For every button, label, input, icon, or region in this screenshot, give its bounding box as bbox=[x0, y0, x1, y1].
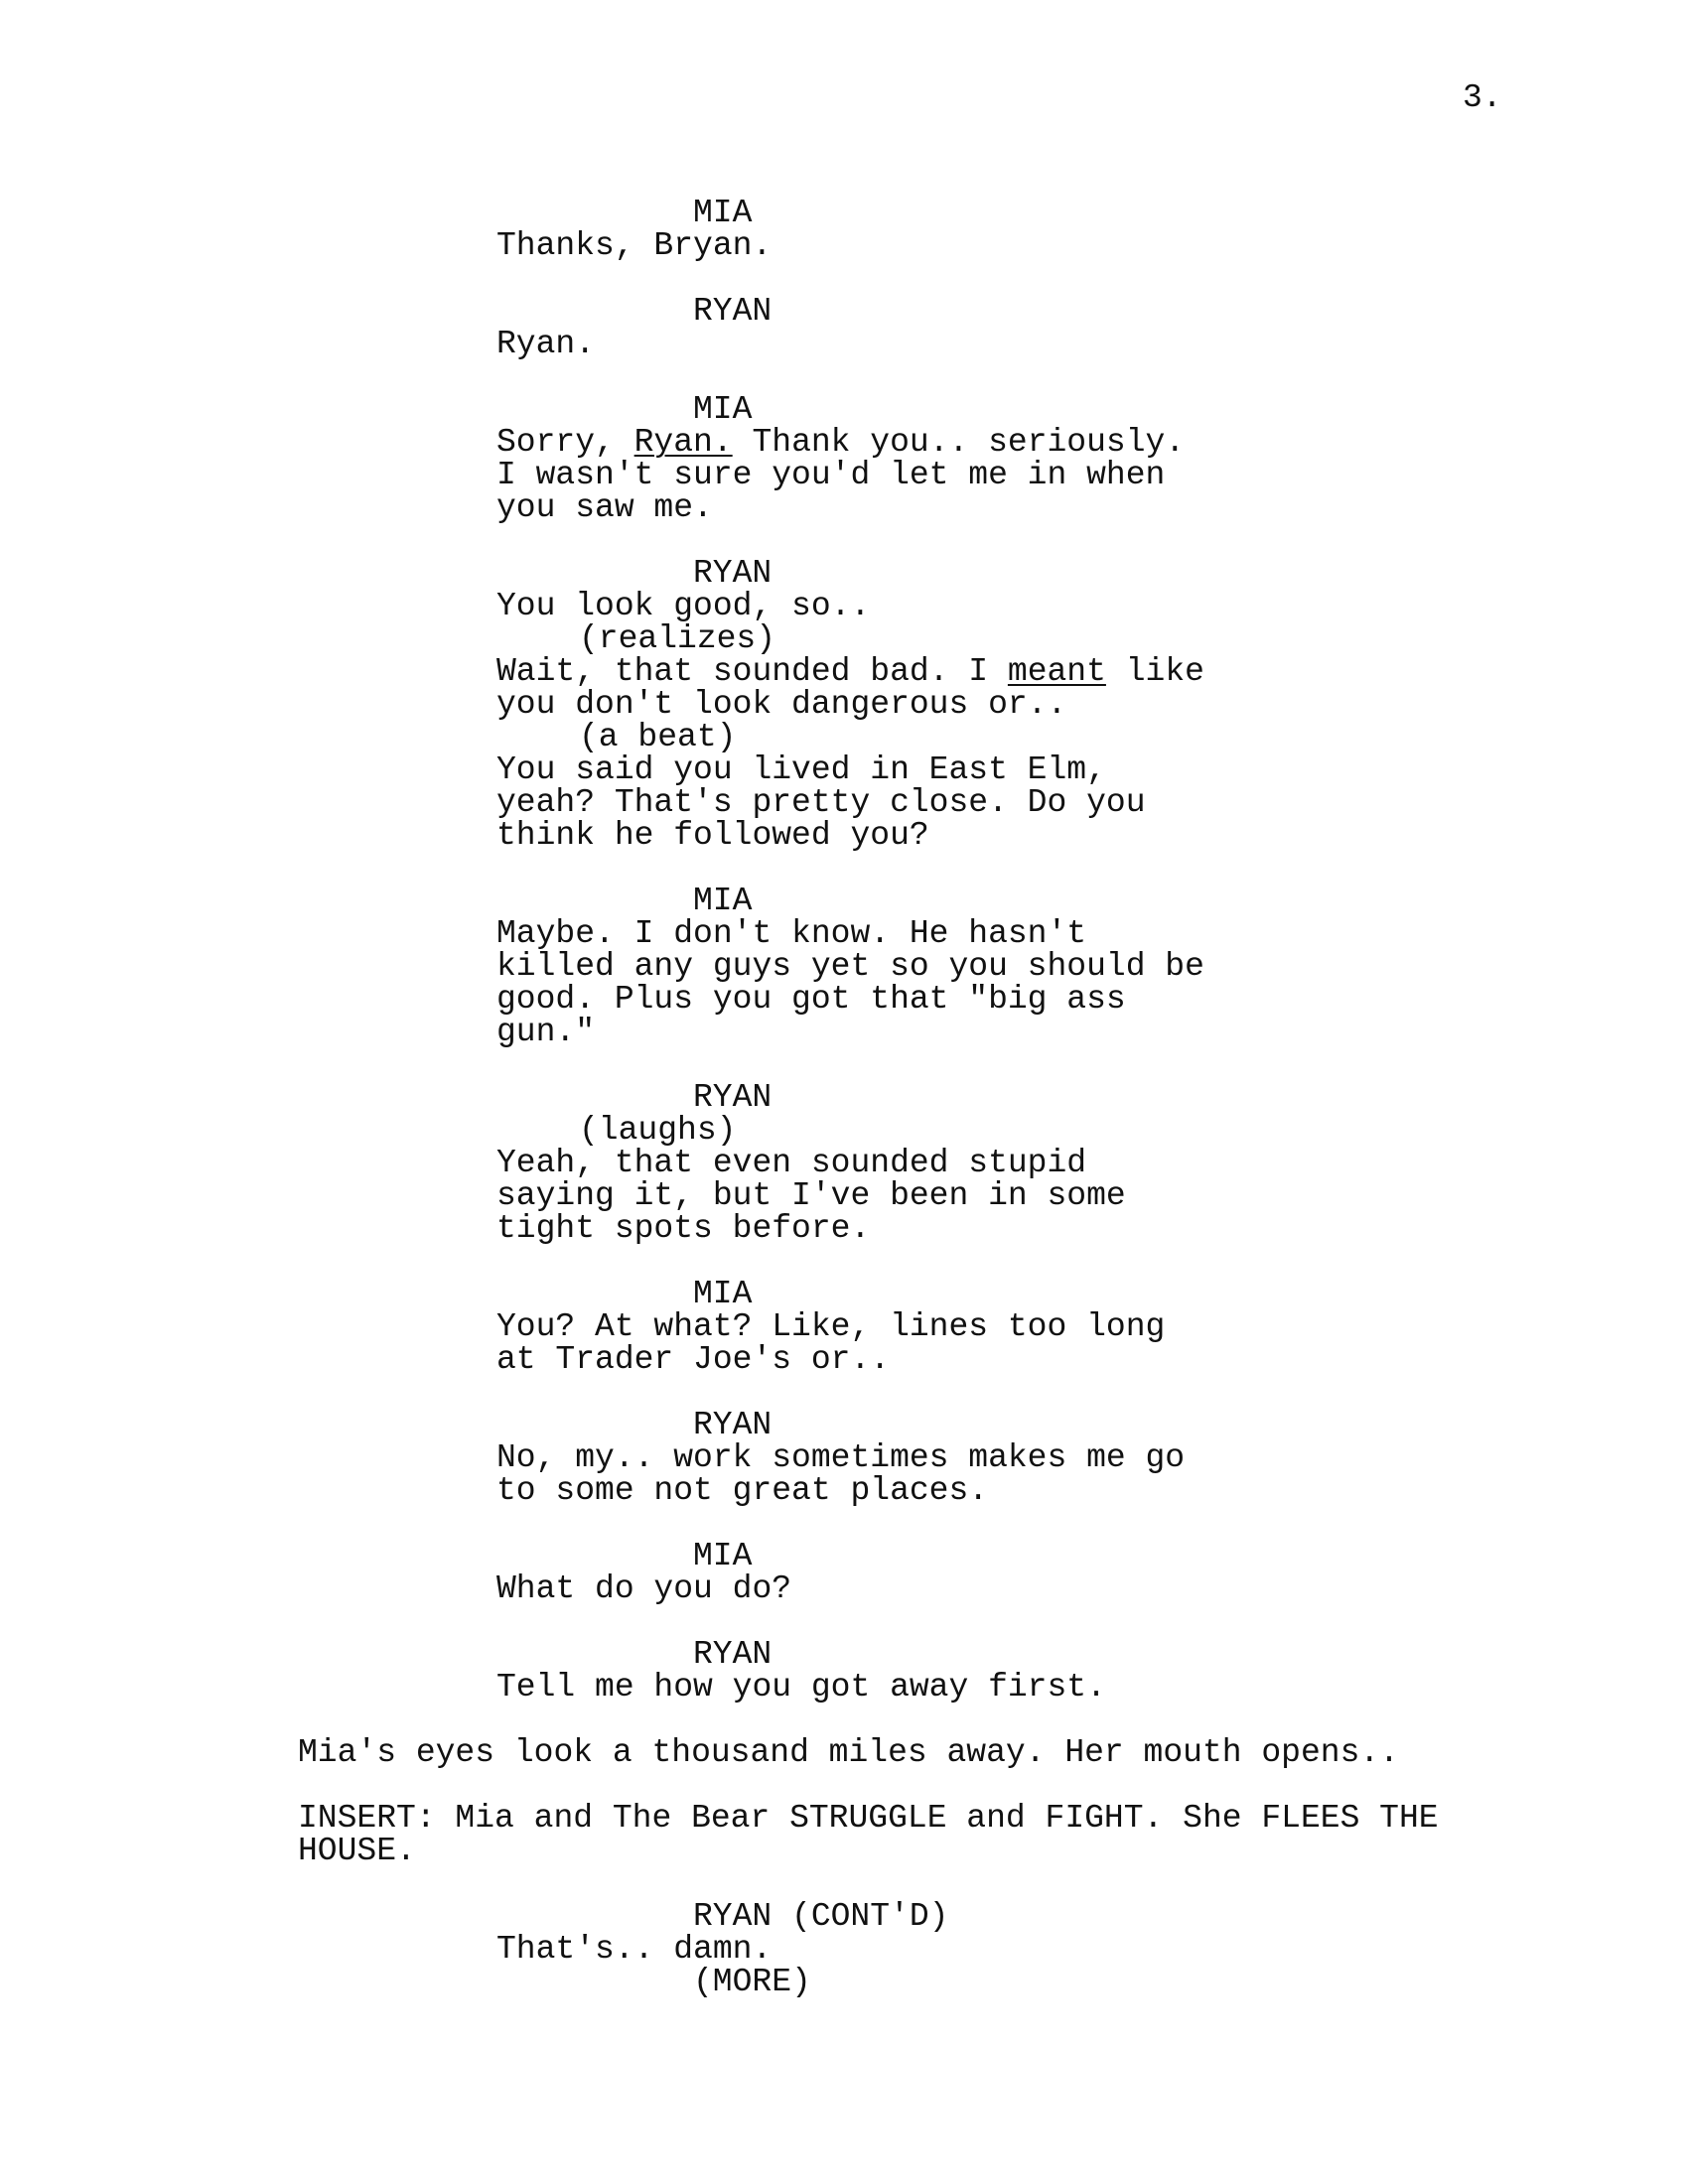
dialogue-line: yeah? That's pretty close. Do you bbox=[496, 784, 1146, 821]
parenthetical: (realizes) bbox=[579, 620, 776, 657]
dialogue-line: You said you lived in East Elm, bbox=[496, 751, 1106, 788]
character-cue: RYAN bbox=[693, 293, 773, 330]
character-cue: MIA bbox=[693, 1538, 753, 1574]
dialogue-line: killed any guys yet so you should be bbox=[496, 948, 1204, 985]
dialogue-line: think he followed you? bbox=[496, 817, 929, 854]
underlined-word: Ryan. bbox=[633, 424, 733, 461]
dialogue-line: Yeah, that even sounded stupid bbox=[496, 1145, 1087, 1181]
character-cue: MIA bbox=[693, 391, 753, 428]
character-cue: RYAN bbox=[693, 1636, 773, 1673]
dialogue-line: at Trader Joe's or.. bbox=[496, 1341, 891, 1378]
more-marker: (MORE) bbox=[693, 1964, 811, 2000]
character-cue: RYAN bbox=[693, 1407, 773, 1443]
action-line: INSERT: Mia and The Bear STRUGGLE and FIGHT. She FLEES THE bbox=[298, 1800, 1439, 1837]
dialogue-text: Thank you.. seriously. bbox=[732, 424, 1186, 461]
dialogue-line: What do you do? bbox=[496, 1570, 792, 1607]
dialogue-text: Sorry, bbox=[496, 424, 634, 461]
dialogue-line: You? At what? Like, lines too long bbox=[496, 1308, 1166, 1345]
dialogue-line: Thanks, Bryan. bbox=[496, 227, 773, 264]
dialogue-line: Ryan. bbox=[496, 326, 596, 362]
dialogue-text: Wait, that sounded bad. I bbox=[496, 653, 1008, 690]
dialogue-line: you saw me. bbox=[496, 489, 713, 526]
action-line: Mia's eyes look a thousand miles away. Her mouth opens.. bbox=[298, 1734, 1399, 1771]
parenthetical: (laughs) bbox=[579, 1112, 737, 1149]
page-number: 3. bbox=[1463, 79, 1502, 116]
dialogue-text: like bbox=[1105, 653, 1204, 690]
dialogue-line bbox=[496, 655, 1204, 688]
action-line: HOUSE. bbox=[298, 1833, 416, 1869]
dialogue-line bbox=[496, 426, 1185, 459]
dialogue-line: to some not great places. bbox=[496, 1472, 989, 1509]
dialogue-line: you don't look dangerous or.. bbox=[496, 686, 1067, 723]
dialogue-line: No, my.. work sometimes makes me go bbox=[496, 1439, 1186, 1476]
underlined-word: meant bbox=[1007, 653, 1106, 690]
dialogue-line: Tell me how you got away first. bbox=[496, 1669, 1106, 1706]
character-cue: RYAN bbox=[693, 1079, 773, 1116]
character-cue: MIA bbox=[693, 1276, 753, 1312]
parenthetical: (a beat) bbox=[579, 719, 737, 755]
dialogue-line: good. Plus you got that "big ass bbox=[496, 981, 1126, 1018]
character-cue: MIA bbox=[693, 883, 753, 919]
dialogue-line: I wasn't sure you'd let me in when bbox=[496, 457, 1166, 493]
dialogue-line: tight spots before. bbox=[496, 1210, 871, 1247]
character-cue: MIA bbox=[693, 195, 753, 231]
character-cue: RYAN (CONT'D) bbox=[693, 1898, 949, 1935]
dialogue-line: Maybe. I don't know. He hasn't bbox=[496, 915, 1087, 952]
character-cue: RYAN bbox=[693, 555, 773, 592]
dialogue-line: gun." bbox=[496, 1014, 596, 1050]
dialogue-line: You look good, so.. bbox=[496, 588, 871, 624]
dialogue-line: saying it, but I've been in some bbox=[496, 1177, 1126, 1214]
dialogue-line: That's.. damn. bbox=[496, 1931, 773, 1968]
